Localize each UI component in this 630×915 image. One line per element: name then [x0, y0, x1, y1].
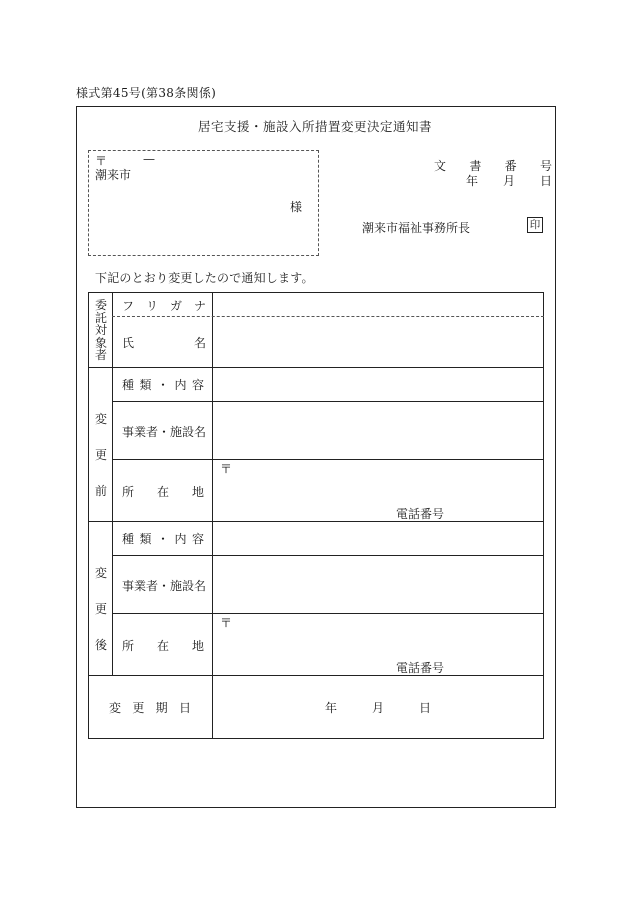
- location-char: 地: [191, 639, 204, 653]
- type-char: 容: [191, 532, 204, 546]
- after-char: 変: [94, 566, 107, 580]
- doc-number-char: 書: [469, 159, 482, 173]
- change-date-char: 期: [155, 701, 168, 715]
- recipient-group-label: [93, 299, 109, 362]
- row-divider: [112, 613, 544, 614]
- row-divider: [112, 555, 544, 556]
- change-date-day: 日: [418, 701, 431, 715]
- row-divider: [89, 367, 544, 368]
- operator-label: 事業者・施設名: [122, 425, 207, 439]
- change-date-char: 日: [178, 701, 191, 715]
- location-char: 在: [156, 639, 169, 653]
- doc-number-char: 号: [539, 159, 552, 173]
- location-char: 所: [122, 639, 135, 653]
- recipient-char: 委: [94, 298, 107, 312]
- phone-label: 電話番号: [396, 507, 445, 521]
- type-char: 類: [139, 532, 152, 546]
- name-char: 氏: [122, 336, 135, 350]
- furigana-label: [122, 297, 206, 314]
- type-content-label: [122, 530, 204, 547]
- name-char: 名: [193, 336, 206, 350]
- type-char: 種: [122, 532, 135, 546]
- doc-date-label: [466, 172, 552, 189]
- before-group-label: [93, 401, 109, 509]
- location-char: 在: [156, 485, 169, 499]
- furigana-char: フ: [122, 299, 135, 313]
- before-char: 変: [94, 412, 107, 426]
- type-char: 内: [174, 378, 187, 392]
- change-date-label: [109, 699, 191, 716]
- change-date-char: 変: [109, 701, 122, 715]
- change-date-month: 月: [371, 701, 384, 715]
- name-label: [122, 334, 206, 351]
- recipient-char: 象: [94, 335, 107, 350]
- change-table: [88, 292, 544, 739]
- location-label: [122, 483, 204, 500]
- recipient-char: 託: [94, 310, 107, 325]
- furigana-char: ナ: [193, 299, 206, 313]
- document-title: 居宅支援・施設入所措置変更決定通知書: [197, 119, 432, 134]
- postal-mark: 〒: [95, 154, 108, 168]
- operator-label: 事業者・施設名: [122, 579, 207, 593]
- notice-text: 下記のとおり変更したので通知します。: [95, 271, 314, 285]
- recipient-char: 者: [94, 348, 107, 363]
- change-date-value: [325, 699, 431, 716]
- before-char: 前: [94, 484, 107, 498]
- location-char: 地: [191, 485, 204, 499]
- form-number: 様式第45号(第38条関係): [76, 86, 217, 100]
- postal-mark: 〒: [220, 462, 233, 476]
- postal-mark: 〒: [220, 616, 233, 630]
- furigana-divider: [112, 316, 544, 317]
- before-char: 更: [94, 448, 107, 462]
- group-column-divider: [112, 293, 113, 675]
- doc-number-char: 文: [434, 159, 447, 173]
- type-char: ・: [156, 532, 169, 546]
- type-char: ・: [156, 378, 169, 392]
- type-content-label: [122, 376, 204, 393]
- recipient-char: 対: [94, 323, 107, 338]
- type-char: 内: [174, 532, 187, 546]
- issuer-name: 潮来市福祉事務所長: [362, 221, 471, 235]
- row-divider: [89, 521, 544, 522]
- after-group-label: [93, 555, 109, 663]
- type-char: 容: [191, 378, 204, 392]
- phone-label: 電話番号: [396, 661, 445, 675]
- row-divider: [89, 675, 544, 676]
- type-char: 種: [122, 378, 135, 392]
- type-char: 類: [139, 378, 152, 392]
- doc-date-day: 日: [539, 174, 552, 188]
- row-divider: [112, 401, 544, 402]
- seal-mark: 印: [527, 217, 543, 233]
- doc-date-year: 年: [466, 174, 479, 188]
- doc-number-char: 番: [504, 159, 517, 173]
- furigana-char: リ: [145, 299, 158, 313]
- label-column-divider: [212, 293, 213, 739]
- change-date-char: 更: [132, 701, 145, 715]
- change-date-year: 年: [325, 701, 338, 715]
- postal-dash: —: [143, 152, 155, 166]
- after-char: 更: [94, 602, 107, 616]
- doc-date-month: 月: [502, 174, 515, 188]
- row-divider: [112, 459, 544, 460]
- honorific-sama: 様: [290, 200, 303, 214]
- location-label: [122, 637, 204, 654]
- location-char: 所: [122, 485, 135, 499]
- furigana-char: ガ: [169, 299, 182, 313]
- after-char: 後: [94, 638, 107, 652]
- address-city: 潮来市: [95, 168, 132, 182]
